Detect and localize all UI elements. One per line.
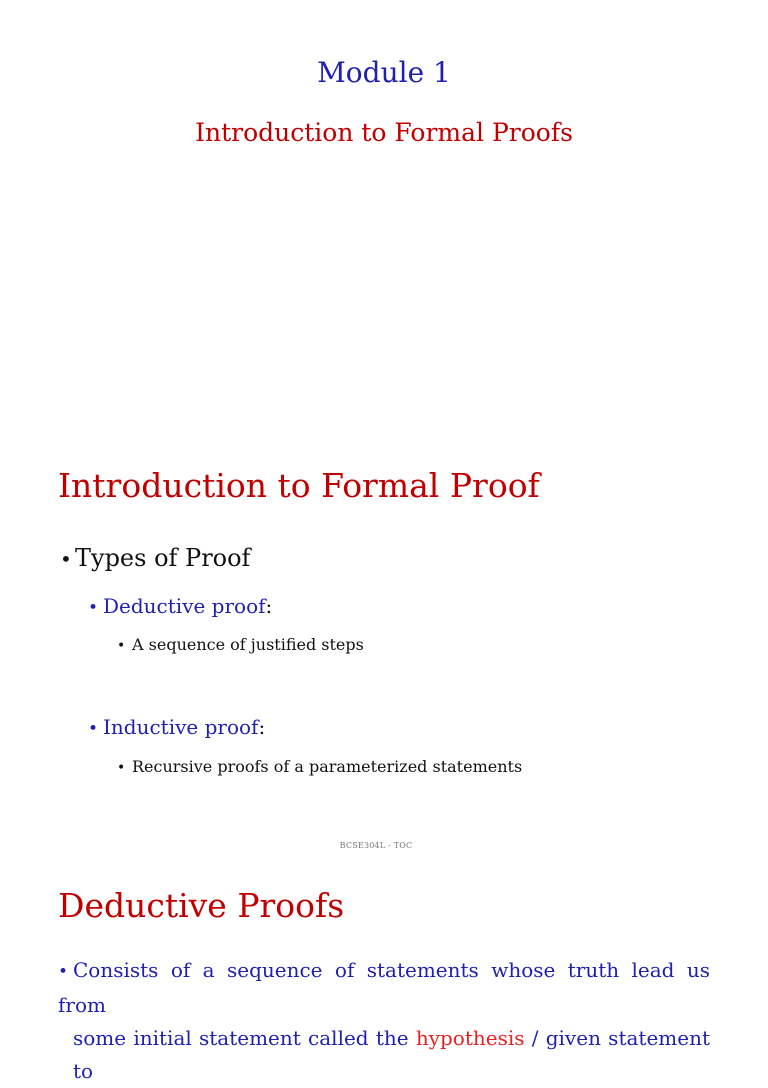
bullet-marker: • [88,719,99,739]
paragraph-text: / given statement to [73,1026,710,1083]
bullet-inductive-proof [88,714,265,742]
highlight-hypothesis: hypothesis [415,1026,525,1050]
paragraph-line-1 [58,954,710,1022]
paragraph-line-2 [58,1022,710,1088]
bullet-marker: • [117,760,126,776]
module-title: Module 1 [317,56,451,89]
bullet-deductive-proof [88,593,272,621]
bullet-colon: : [265,594,273,618]
bullet-paragraph [58,954,710,1088]
bullet-label: Inductive proof [103,715,259,739]
slide-footer: BCSE304L - TOC [339,841,413,850]
bullet-marker: • [88,598,99,618]
slide-deductive-proofs [0,860,768,1083]
bullet-marker: • [60,547,72,571]
bullet-text: A sequence of justified steps [132,635,364,654]
slide-intro-formal-proof [0,440,768,860]
bullet-colon: : [258,715,266,739]
bullet-types-of-proof [60,543,250,574]
slide-heading: Introduction to Formal Proof [58,466,540,505]
bullet-marker: • [58,962,69,982]
paragraph-text: Consists of a sequence of statements whose truth lead us from [58,958,710,1017]
slide-heading: Deductive Proofs [58,886,345,925]
slide-title [0,0,768,440]
slide-subtitle: Introduction to Formal Proofs [195,118,573,147]
bullet-marker: • [117,638,126,654]
bullet-label: Deductive proof [103,594,266,618]
paragraph-text: some initial statement called the [73,1026,416,1050]
bullet-inductive-detail [117,756,522,779]
bullet-deductive-detail [117,634,364,657]
bullet-text: Recursive proofs of a parameterized statements [132,757,523,776]
bullet-text: Types of Proof [75,544,251,572]
